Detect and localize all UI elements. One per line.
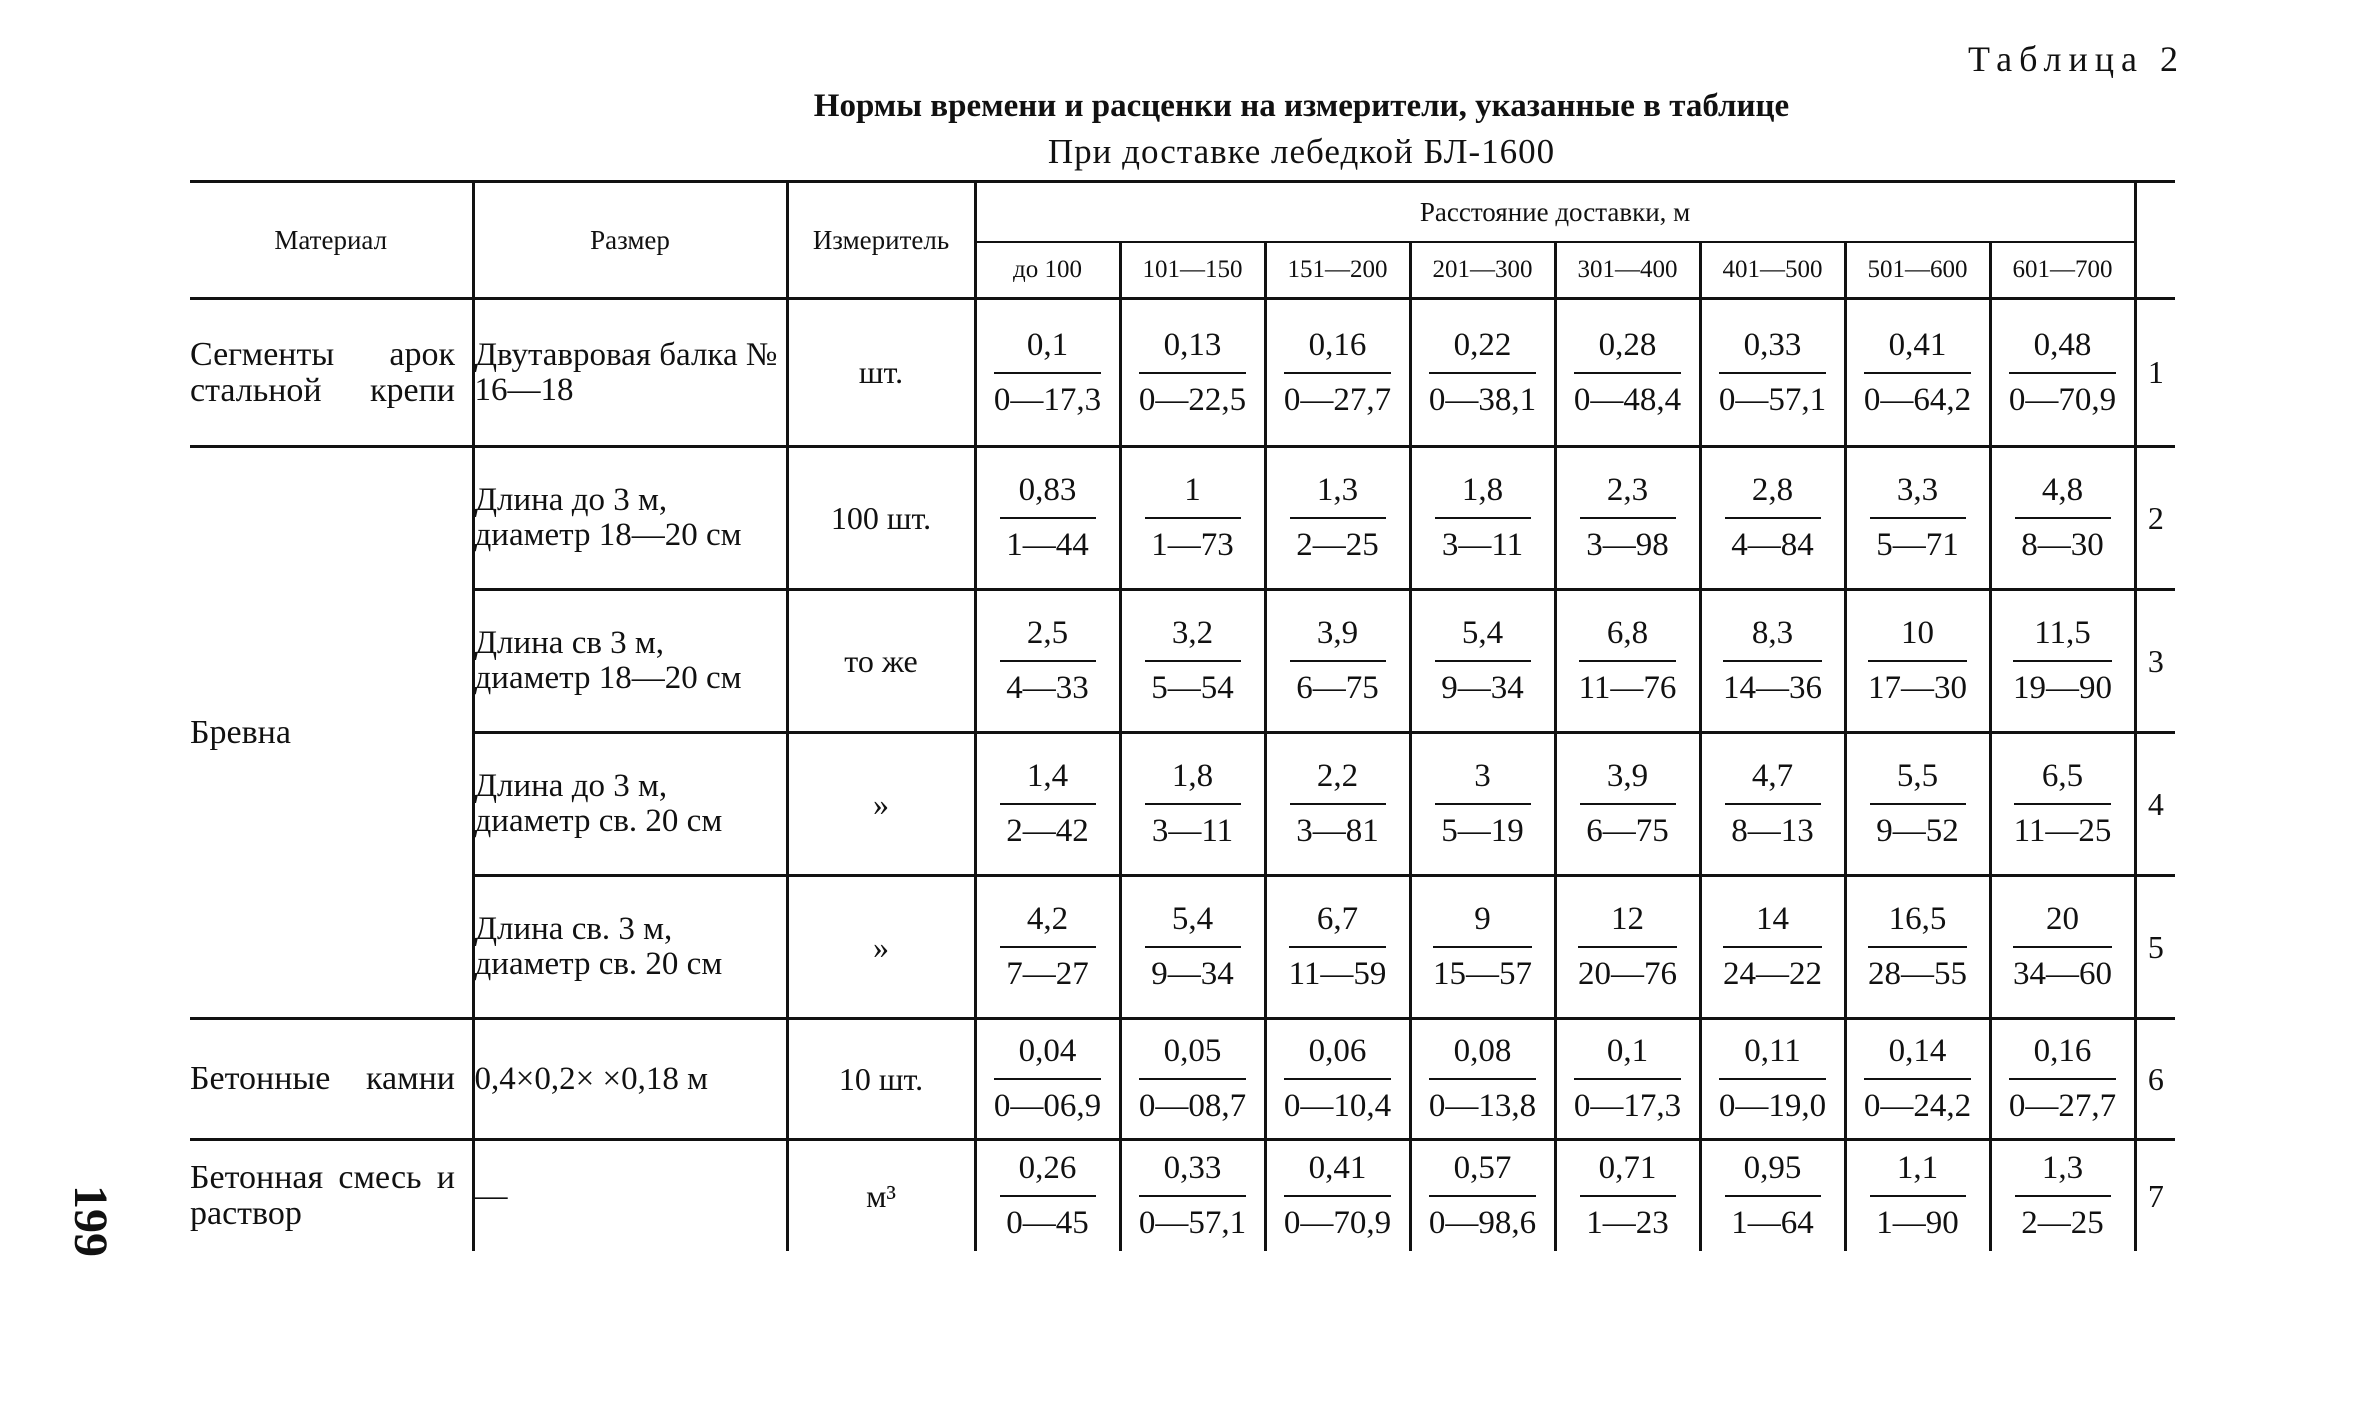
row-number: 3 [2135,590,2175,733]
norm-rate-fraction [2014,758,2112,850]
norm-rate-fraction [1725,1150,1821,1242]
cell-size: Длина до 3 м, диаметр 18—20 см [473,447,787,590]
cell-value [1845,733,1990,876]
time-norm: 0,26 [1000,1150,1096,1197]
rate: 0—19,0 [1718,1088,1827,1124]
norm-rate-fraction [1435,615,1531,707]
material-text: Сегменты арок стальной крепи [190,335,455,409]
header-size: Размер [473,182,787,299]
time-norm: 1,8 [1435,472,1531,519]
rate: 2—42 [1006,813,1089,849]
time-norm: 5,4 [1435,615,1531,662]
header-distance-7: 601—700 [1990,242,2135,299]
material-text: Бетонная смесь и раствор [190,1159,455,1232]
cell-value [1555,1019,1700,1140]
norm-rate-fraction [1000,901,1096,993]
norm-rate-fraction [1433,901,1532,993]
norm-rate-fraction [1719,327,1826,419]
header-unit: Измеритель [787,182,975,299]
rate: 0—38,1 [1428,381,1537,418]
cell-value [1990,1140,2135,1252]
cell-material [190,1140,473,1252]
cell-value [1265,876,1410,1019]
time-norm: 0,83 [1000,472,1096,519]
time-norm: 2,2 [1290,758,1386,805]
time-norm: 1,4 [1000,758,1096,805]
cell-value [975,1140,1120,1252]
header-distance-5: 401—500 [1700,242,1845,299]
time-norm: 2,8 [1725,472,1821,519]
cell-value [1845,447,1990,590]
cell-unit: » [787,876,975,1019]
cell-value [975,447,1120,590]
norm-rate-fraction [1435,758,1531,850]
cell-material [190,299,473,447]
norm-rate-fraction [1145,615,1241,707]
cell-value [1410,447,1555,590]
rate: 2—25 [1296,527,1379,563]
rate: 1—44 [1006,527,1089,563]
cell-value [1265,733,1410,876]
header-distance-1: 101—150 [1120,242,1265,299]
cell-value [1120,733,1265,876]
time-norm: 1,3 [1290,472,1386,519]
cell-value [1990,876,2135,1019]
norm-rate-fraction [1725,758,1821,850]
time-norm: 0,28 [1574,327,1681,374]
row-number: 2 [2135,447,2175,590]
norm-rate-fraction [1145,901,1241,993]
rate: 20—76 [1578,956,1677,992]
rate: 5—19 [1441,813,1524,849]
document-title: Нормы времени и расценки на измерители, указанные в таблице [813,88,1790,124]
cell-size: Длина до 3 м, диаметр св. 20 см [473,733,787,876]
norm-rate-fraction [1864,1033,1971,1125]
time-norm: 14 [1723,901,1822,948]
time-norm: 11,5 [2013,615,2112,662]
norm-rate-fraction [1145,758,1241,850]
rate: 7—27 [1006,956,1089,992]
rate: 9—34 [1441,670,1524,706]
time-norm: 6,8 [1579,615,1677,662]
time-norm: 1,8 [1145,758,1241,805]
cell-value [1990,590,2135,733]
cell-value [1555,1140,1700,1252]
cell-value [1990,447,2135,590]
cell-value [975,590,1120,733]
cell-value [1120,447,1265,590]
time-norm: 0,13 [1139,327,1246,374]
time-norm: 0,41 [1864,327,1971,374]
cell-value [1120,1140,1265,1252]
cell-value [1700,733,1845,876]
rate: 9—34 [1151,956,1234,992]
rate: 0—17,3 [1573,1088,1682,1124]
time-norm: 1,3 [2015,1150,2111,1197]
time-norm: 3,9 [1290,615,1386,662]
cell-value [1265,590,1410,733]
norm-rate-fraction [1870,472,1966,564]
time-norm: 0,1 [994,327,1101,374]
time-norm: 0,1 [1574,1033,1681,1080]
time-norm: 10 [1868,615,1967,662]
row-number: 4 [2135,733,2175,876]
cell-unit: 10 шт. [787,1019,975,1140]
time-norm: 9 [1433,901,1532,948]
norm-rate-fraction [994,327,1101,419]
time-norm: 6,7 [1289,901,1387,948]
time-norm: 0,08 [1429,1033,1536,1080]
cell-value [1845,1140,1990,1252]
cell-unit: то же [787,590,975,733]
time-norm: 4,8 [2015,472,2111,519]
cell-value [1555,299,1700,447]
time-norm: 0,33 [1719,327,1826,374]
table-row [190,876,2175,1019]
cell-material [190,447,473,1019]
norm-rate-fraction [2015,1150,2111,1242]
norm-rate-fraction [1139,1033,1246,1125]
time-norm: 0,33 [1139,1150,1246,1197]
header-distance-0: до 100 [975,242,1120,299]
norm-rate-fraction [1579,615,1677,707]
norm-rate-fraction [1429,327,1536,419]
rate: 8—13 [1731,813,1814,849]
cell-value [1845,1019,1990,1140]
table-label: Таблица 2 [1968,39,2185,79]
norm-rate-fraction [1723,901,1822,993]
cell-unit: м³ [787,1140,975,1252]
cell-value [1845,590,1990,733]
rate: 34—60 [2013,956,2113,992]
cell-value [1700,1140,1845,1252]
norm-rate-fraction [1139,327,1246,419]
material-text: Бревна [190,713,291,751]
norm-rate-fraction [1429,1033,1536,1125]
time-norm: 2,5 [1000,615,1096,662]
norm-rate-fraction [2013,615,2112,707]
time-norm: 0,41 [1284,1150,1391,1197]
header-distance-2: 151—200 [1265,242,1410,299]
cell-value [1410,733,1555,876]
rate: 0—22,5 [1138,381,1247,418]
time-norm: 0,71 [1580,1150,1676,1197]
time-norm: 12 [1578,901,1677,948]
cell-value [1555,733,1700,876]
cell-value [1265,299,1410,447]
time-norm: 0,95 [1725,1150,1821,1197]
rate: 6—75 [1586,813,1669,849]
cell-value [1700,299,1845,447]
norm-rate-fraction [1870,758,1966,850]
norm-rate-fraction [1145,472,1241,564]
table-header [190,182,2175,299]
cell-value [1555,876,1700,1019]
time-norm: 0,14 [1864,1033,1971,1080]
rate: 4—84 [1731,527,1814,563]
rate: 17—30 [1868,670,1967,706]
document-subtitle: При доставке лебедкой БЛ-1600 [1047,132,1556,171]
rate: 3—81 [1296,813,1379,849]
time-norm: 2,3 [1580,472,1676,519]
table-row [190,1140,2175,1252]
row-number: 7 [2135,1140,2175,1252]
norm-rate-fraction [1139,1150,1246,1242]
cell-unit: » [787,733,975,876]
norm-rate-fraction [1284,1033,1391,1125]
rate: 8—30 [2021,527,2104,563]
rate: 9—52 [1876,813,1959,849]
rate: 0—27,7 [1283,381,1392,418]
time-norm: 3,9 [1580,758,1676,805]
header-rownum-spacer [2135,182,2175,299]
time-norm: 0,06 [1284,1033,1391,1080]
rate: 1—23 [1586,1205,1669,1241]
norm-rate-fraction [1290,758,1386,850]
cell-value [1845,299,1990,447]
norm-rate-fraction [1284,327,1391,419]
cell-value [1120,1019,1265,1140]
cell-unit: 100 шт. [787,447,975,590]
rate: 0—27,7 [2008,1088,2117,1124]
rate: 3—98 [1586,527,1669,563]
rate: 0—57,1 [1138,1205,1247,1241]
norm-rate-fraction [994,1033,1101,1125]
cell-value [1120,590,1265,733]
cell-value [1120,876,1265,1019]
cell-value [1265,1019,1410,1140]
time-norm: 0,57 [1429,1150,1536,1197]
cell-value [1410,876,1555,1019]
time-norm: 3,3 [1870,472,1966,519]
rate: 24—22 [1723,956,1822,992]
header-distance: Расстояние доставки, м [975,182,2135,243]
time-norm: 3,2 [1145,615,1241,662]
cell-value [1555,590,1700,733]
norm-rate-fraction [1868,615,1967,707]
cell-value [1410,1140,1555,1252]
norm-rate-fraction [1000,615,1096,707]
norm-rate-fraction [1435,472,1531,564]
rate: 11—25 [2013,813,2112,849]
norm-rate-fraction [1870,1150,1966,1242]
cell-value [1700,590,1845,733]
header-distance-3: 201—300 [1410,242,1555,299]
cell-value [1990,1019,2135,1140]
rate: 19—90 [2013,670,2113,706]
rate: 0—57,1 [1718,381,1827,418]
row-number: 6 [2135,1019,2175,1140]
time-norm: 16,5 [1868,901,1967,948]
page-number: 199 [64,1185,117,1257]
time-norm: 3 [1435,758,1531,805]
cell-material [190,1019,473,1140]
time-norm: 0,22 [1429,327,1536,374]
rate: 5—54 [1151,670,1234,706]
norm-rate-fraction [1725,472,1821,564]
material-text: Бетонные камни [190,1060,455,1097]
cell-value [1410,299,1555,447]
norm-rate-fraction [1000,472,1096,564]
rate: 11—76 [1578,670,1677,706]
table-row [190,733,2175,876]
cell-value [1265,447,1410,590]
time-norm: 6,5 [2014,758,2112,805]
rate: 0—64,2 [1863,381,1972,418]
rate: 5—71 [1876,527,1959,563]
time-norm: 0,16 [1284,327,1391,374]
norm-rate-fraction [1580,1150,1676,1242]
rate: 3—11 [1441,527,1524,563]
time-norm: 5,5 [1870,758,1966,805]
rate: 1—90 [1876,1205,1959,1241]
rate: 0—98,6 [1428,1205,1537,1241]
time-norm: 0,11 [1719,1033,1826,1080]
time-norm: 5,4 [1145,901,1241,948]
cell-value [1265,1140,1410,1252]
rate: 4—33 [1006,670,1089,706]
rate: 6—75 [1296,670,1379,706]
cell-value [1555,447,1700,590]
cell-value [1120,299,1265,447]
table-row [190,447,2175,590]
norm-rate-fraction [1580,758,1676,850]
rate: 0—45 [1006,1205,1089,1241]
header-distance-4: 301—400 [1555,242,1700,299]
rate: 1—64 [1731,1205,1814,1241]
cell-size: Двутавровая балка № 16—18 [473,299,787,447]
time-norm: 0,48 [2009,327,2116,374]
norm-rate-fraction [1290,615,1386,707]
rate: 2—25 [2021,1205,2104,1241]
header-material: Материал [190,182,473,299]
rate: 0—06,9 [993,1088,1102,1124]
rate: 28—55 [1868,956,1967,992]
norm-rate-fraction [1723,615,1822,707]
norm-rate-fraction [2015,472,2111,564]
time-norm: 0,16 [2009,1033,2116,1080]
cell-size: 0,4×0,2× ×0,18 м [473,1019,787,1140]
rate: 0—70,9 [2008,381,2117,418]
table-row [190,299,2175,447]
norm-rate-fraction [1290,472,1386,564]
header-distance-6: 501—600 [1845,242,1990,299]
norm-rate-fraction [2009,327,2116,419]
cell-size: Длина св 3 м, диаметр 18—20 см [473,590,787,733]
rate: 0—70,9 [1283,1205,1392,1241]
rate: 0—24,2 [1863,1088,1972,1124]
cell-unit: шт. [787,299,975,447]
cell-value [1410,590,1555,733]
cell-value [1700,447,1845,590]
time-norm: 1,1 [1870,1150,1966,1197]
cell-value [975,876,1120,1019]
norm-rate-fraction [1429,1150,1536,1242]
row-number: 5 [2135,876,2175,1019]
cell-value [975,299,1120,447]
rate: 15—57 [1433,956,1532,992]
table-row [190,590,2175,733]
norm-rate-fraction [1289,901,1387,993]
time-norm: 0,05 [1139,1033,1246,1080]
norm-rate-fraction [2009,1033,2116,1125]
rate: 0—10,4 [1283,1088,1392,1124]
cell-value [1990,299,2135,447]
time-norm: 4,2 [1000,901,1096,948]
cell-value [1410,1019,1555,1140]
cell-size: Длина св. 3 м, диаметр св. 20 см [473,876,787,1019]
norm-rate-fraction [1719,1033,1826,1125]
cell-value [1845,876,1990,1019]
rate: 3—11 [1151,813,1234,849]
time-norm: 8,3 [1723,615,1822,662]
norm-rate-fraction [1000,758,1096,850]
norm-rate-fraction [1578,901,1677,993]
cell-value [1700,876,1845,1019]
rate: 0—13,8 [1428,1088,1537,1124]
table-row [190,1019,2175,1140]
rate: 14—36 [1723,670,1822,706]
row-number: 1 [2135,299,2175,447]
time-norm: 1 [1145,472,1241,519]
norms-table [190,180,2175,1251]
cell-value [975,733,1120,876]
norm-rate-fraction [1868,901,1967,993]
norm-rate-fraction [1574,327,1681,419]
cell-value [1990,733,2135,876]
cell-size: — [473,1140,787,1252]
cell-value [1700,1019,1845,1140]
norm-rate-fraction [1000,1150,1096,1242]
time-norm: 20 [2013,901,2112,948]
rate: 0—48,4 [1573,381,1682,418]
norm-rate-fraction [2013,901,2112,993]
rate: 0—17,3 [993,381,1102,418]
norm-rate-fraction [1580,472,1676,564]
table-body [190,299,2175,1252]
time-norm: 0,04 [994,1033,1101,1080]
norm-rate-fraction [1284,1150,1391,1242]
norm-rate-fraction [1864,327,1971,419]
cell-value [975,1019,1120,1140]
time-norm: 4,7 [1725,758,1821,805]
rate: 11—59 [1288,956,1387,992]
rate: 1—73 [1151,527,1234,563]
norm-rate-fraction [1574,1033,1681,1125]
rate: 0—08,7 [1138,1088,1247,1124]
